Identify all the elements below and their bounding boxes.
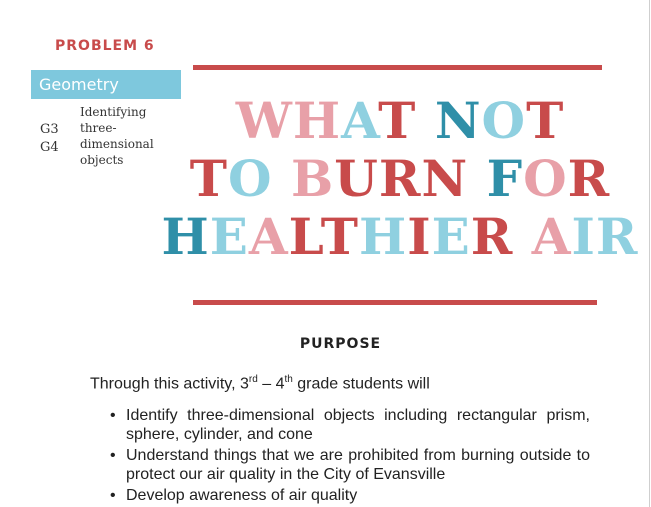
title-letter: R bbox=[567, 149, 611, 208]
list-item bbox=[108, 406, 590, 444]
bottom-divider bbox=[193, 300, 597, 305]
bullet-text: Develop awareness of air quality bbox=[126, 487, 358, 504]
title-letter: H bbox=[292, 91, 342, 150]
standards-codes bbox=[40, 121, 59, 157]
title-letter: W bbox=[235, 91, 293, 150]
title-letter: O bbox=[481, 91, 527, 150]
title-letter: A bbox=[341, 91, 379, 150]
title-letter: E bbox=[209, 207, 249, 266]
intro-text: – 4 bbox=[257, 375, 285, 393]
list-item bbox=[108, 486, 590, 505]
title-line bbox=[150, 92, 650, 150]
title-letter: H bbox=[161, 207, 210, 266]
title-letter: I bbox=[571, 207, 596, 266]
title-line bbox=[150, 208, 650, 266]
title-letter: A bbox=[248, 207, 289, 266]
title-letter: B bbox=[291, 149, 335, 208]
intro-text: grade students will bbox=[292, 375, 430, 393]
title-line bbox=[150, 150, 650, 208]
title-letter: H bbox=[358, 207, 408, 266]
bullet-icon: • bbox=[110, 447, 116, 464]
title-letter: N bbox=[434, 91, 482, 150]
title-letter: T bbox=[320, 207, 359, 266]
title-letter: E bbox=[431, 207, 471, 266]
purpose-intro bbox=[90, 374, 430, 393]
intro-superscript: rd bbox=[248, 374, 258, 385]
intro-text: Through this activity, 3 bbox=[90, 375, 249, 393]
title-letter: N bbox=[421, 149, 469, 208]
page-title bbox=[150, 92, 650, 266]
standards-description: Identifying three-dimensional objects bbox=[80, 105, 154, 167]
problem-label: PROBLEM 6 bbox=[55, 38, 155, 54]
title-letter: U bbox=[334, 149, 379, 208]
title-letter: F bbox=[486, 149, 524, 208]
title-letter: T bbox=[378, 91, 417, 150]
title-letter: T bbox=[189, 149, 229, 208]
list-item bbox=[108, 446, 590, 484]
subject-bar: Geometry bbox=[31, 70, 181, 99]
title-letter: R bbox=[595, 207, 639, 266]
title-letter: T bbox=[526, 91, 565, 150]
title-letter bbox=[416, 91, 434, 150]
title-letter: O bbox=[228, 149, 273, 208]
bullet-icon: • bbox=[110, 487, 116, 504]
standard-code: G3 bbox=[40, 122, 59, 137]
title-letter: A bbox=[531, 207, 572, 266]
bullet-text: Identify three-dimensional objects including rectangular prism, sphere, cylinder, and cone bbox=[126, 407, 590, 443]
title-letter bbox=[513, 207, 531, 266]
title-letter: I bbox=[407, 207, 432, 266]
title-letter bbox=[273, 149, 291, 208]
title-letter: R bbox=[470, 207, 514, 266]
standard-code: G4 bbox=[40, 140, 59, 155]
bullet-icon: • bbox=[110, 407, 116, 424]
title-letter: O bbox=[523, 149, 568, 208]
purpose-heading: PURPOSE bbox=[299, 336, 382, 352]
top-divider bbox=[193, 65, 602, 70]
purpose-bullet-list bbox=[108, 406, 590, 507]
title-letter: L bbox=[288, 207, 321, 266]
intro-superscript: th bbox=[284, 374, 293, 385]
title-letter: R bbox=[378, 149, 422, 208]
bullet-text: Understand things that we are prohibited from burning outside to protect our air quality in the City of Evansville bbox=[126, 447, 590, 483]
title-letter bbox=[468, 149, 486, 208]
